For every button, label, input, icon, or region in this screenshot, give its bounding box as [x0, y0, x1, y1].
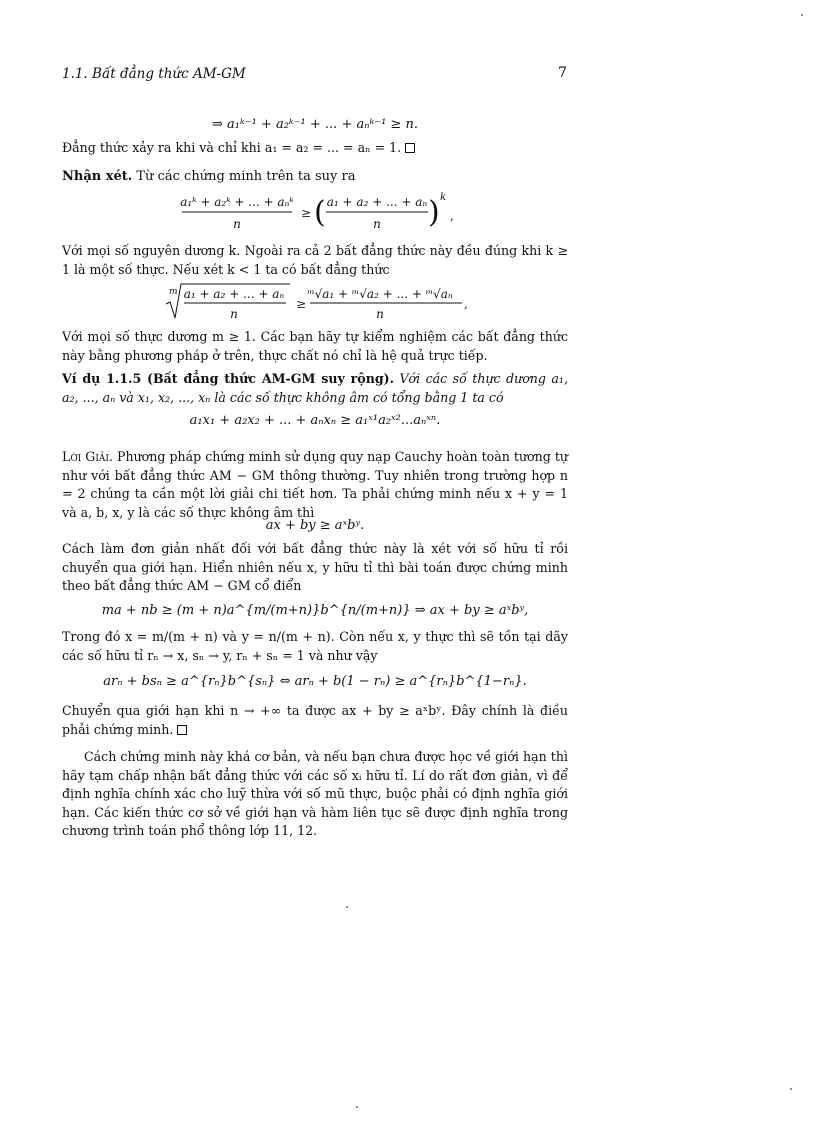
eq3-rhs-numerator: ᵐ√a₁ + ᵐ√a₂ + ... + ᵐ√aₙ [307, 287, 453, 301]
example-label: Ví dụ 1.1.5 (Bất đẳng thức AM-GM suy rộng). [62, 371, 395, 386]
paragraph-text: Chuyển qua giới hạn khi n → +∞ ta được ax + by ≥ aˣbʸ. Đây chính là điều phải chứng minh. [62, 703, 568, 737]
eq2-left-paren: ( [314, 195, 326, 230]
remark-label: Nhận xét. [62, 169, 133, 184]
equation-7: arₙ + bsₙ ≥ a^{rₙ}b^{sₙ} ⇔ arₙ + b(1 − rₙ) ≥ a^{rₙ}b^{1−rₙ}. [103, 674, 527, 689]
eq2-rhs-numerator: a₁ + a₂ + ... + aₙ [326, 195, 428, 209]
equation-2 [62, 190, 568, 238]
equation-4: a₁x₁ + a₂x₂ + ... + aₙxₙ ≥ a₁ˣ¹a₂ˣ²...aₙˣⁿ. [189, 413, 441, 428]
eq2-right-paren: ) [428, 195, 440, 230]
equation-1: ⇒ a₁ᵏ⁻¹ + a₂ᵏ⁻¹ + ... + aₙᵏ⁻¹ ≥ n. [212, 117, 418, 132]
solution-paragraph [62, 448, 568, 522]
equation-3 [62, 280, 568, 324]
scan-speck [801, 14, 803, 16]
example-text: Với các số thực dương a₁, a₂, ..., aₙ và x₁, x₂, ..., xₙ là các số thực không âm có tổng bằng 1 ta có [62, 371, 568, 405]
scan-speck [346, 906, 348, 908]
paragraph-limit [62, 702, 568, 739]
qed-icon [177, 725, 187, 735]
paragraph-closing: Cách chứng minh này khá cơ bản, và nếu bạn chưa được học về giới hạn thì hãy tạm chấp nhận bất đẳng thức với các số xᵢ hữu tỉ. Lí do rất đơn giản, vì để định nghĩa chính xác cho luỹ thừa với số mũ thực, buộc phải có định nghĩa giới hạn. Các kiến thức cơ sở về giới hạn và hàm liên tục sẽ được định nghĩa trong chương trình toán phổ thông lớp 11, 12. [62, 749, 568, 838]
paragraph-integer-k: Với mọi số nguyên dương k. Ngoài ra cả 2 bất đẳng thức này đều đúng khi k ≥ 1 là một số thực. Nếu xét k < 1 ta có bất đẳng thức [62, 243, 568, 277]
scan-speck [356, 1106, 358, 1108]
eq2-lhs-denominator: n [233, 217, 241, 231]
paragraph-rational-method: Cách làm đơn giản nhất đối với bất đẳng thức này là xét với số hữu tỉ rồi chuyển qua giới hạn. Hiển nhiên nếu x, y hữu tỉ thì bài toán được chứng minh theo bất đẳng thức AM − GM cổ điển [62, 541, 568, 593]
eq2-relation: ≥ [301, 206, 312, 220]
paragraph-sequence: Trong đó x = m/(m + n) và y = n/(m + n). Còn nếu x, y thực thì sẽ tồn tại dãy các số hữu tỉ rₙ → x, sₙ → y, rₙ + sₙ = 1 và như vậy [62, 629, 568, 663]
paragraph-real-m: Với mọi số thực dương m ≥ 1. Các bạn hãy tự kiểm nghiệm các bất đẳng thức này bằng phương pháp ở trên, thực chất nó chỉ là hệ quả trực tiếp. [62, 329, 568, 363]
eq3-radicand-numerator: a₁ + a₂ + ... + aₙ [183, 287, 285, 301]
solution-text: Phương pháp chứng minh sử dụng quy nạp Cauchy hoàn toàn tương tự như với bất đẳng thức AM − GM thông thường. Tuy nhiên trong trường hợp n = 2 chúng ta cần một lời giải chi tiết hơn. Ta phải chứng minh nếu x + y = 1 và a, b, x, y là các số thực không âm thì [62, 449, 568, 520]
section-title: 1.1. Bất đẳng thức AM-GM [62, 66, 246, 82]
eq3-rhs-denominator: n [376, 307, 384, 321]
equation-6: ma + nb ≥ (m + n)a^{m/(m+n)}b^{n/(m+n)} ⇒ ax + by ≥ aˣbʸ, [101, 603, 529, 618]
paragraph-equality-condition [62, 139, 568, 158]
eq2-comma: , [450, 209, 454, 223]
paragraph-text: Đẳng thức xảy ra khi và chỉ khi a₁ = a₂ = ... = aₙ = 1. [62, 140, 402, 155]
eq3-radicand-denominator: n [230, 307, 238, 321]
example-paragraph [62, 370, 568, 407]
eq3-relation: ≥ [296, 297, 307, 311]
remark-text: Từ các chứng minh trên ta suy ra [132, 169, 356, 184]
scan-speck [790, 1088, 792, 1090]
eq2-rhs-denominator: n [373, 217, 381, 231]
page-number: 7 [558, 65, 567, 81]
remark-paragraph [62, 168, 568, 187]
eq2-lhs-numerator: a₁ᵏ + a₂ᵏ + ... + aₙᵏ [180, 195, 294, 209]
solution-label: Lời Giải. [62, 449, 113, 464]
eq2-exponent: k [440, 192, 447, 203]
eq3-root-index: m [169, 287, 178, 297]
qed-icon [405, 143, 415, 153]
equation-5: ax + by ≥ aˣbʸ. [265, 518, 365, 533]
eq3-comma: , [464, 297, 468, 311]
